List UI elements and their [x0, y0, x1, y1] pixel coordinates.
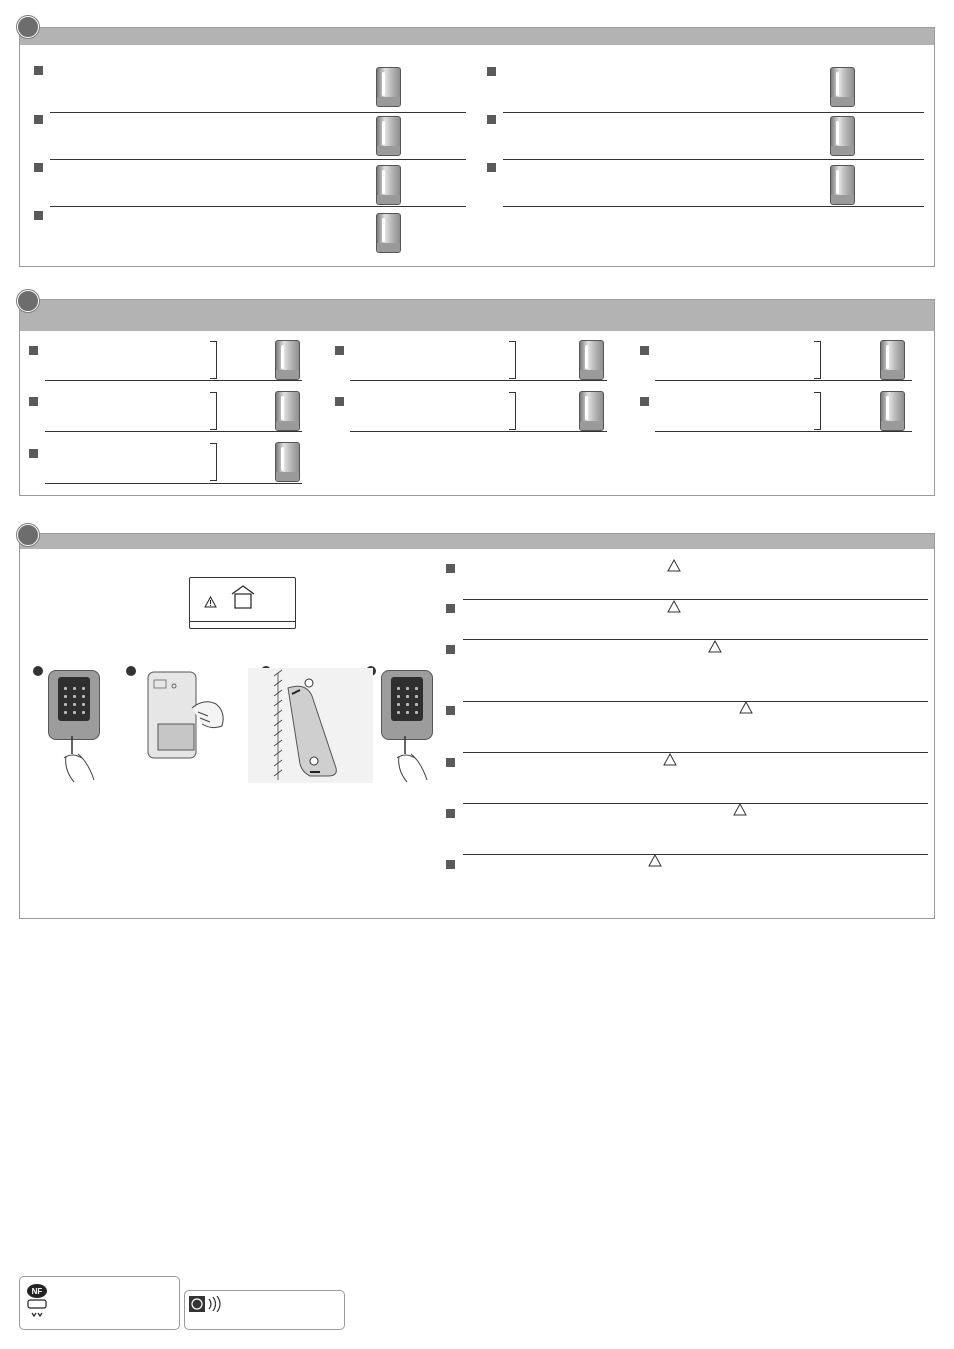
bracket [509, 392, 516, 430]
section-1-header [20, 28, 934, 45]
bullet-marker [34, 211, 43, 220]
keypad-key-icon [60, 736, 100, 784]
detector-device-icon [880, 340, 905, 380]
radio-certification-box [184, 1290, 345, 1330]
bullet-marker [487, 163, 496, 172]
bracket [210, 392, 217, 430]
section-2-number-badge [17, 290, 39, 312]
keypad-button [64, 711, 67, 714]
keypad-button [82, 703, 85, 706]
section-3-header [20, 534, 934, 549]
detector-device-icon [376, 213, 401, 253]
keypad-button [82, 695, 85, 698]
detector-device-icon [579, 391, 604, 431]
nf-logo-text: NF [31, 1287, 43, 1296]
keypad-button [415, 703, 418, 706]
divider [50, 206, 466, 207]
bullet-marker [640, 397, 649, 406]
product-label-diagram [189, 577, 296, 629]
certification-badge-icon [189, 1296, 223, 1312]
section-3-number-badge [17, 524, 39, 546]
detector-device-icon [376, 116, 401, 156]
detector-device-icon [275, 340, 300, 380]
divider [350, 431, 607, 432]
keypad-button [406, 703, 409, 706]
keypad-key-icon [393, 736, 433, 784]
bullet-marker [487, 115, 496, 124]
keypad-face [58, 677, 90, 721]
divider [655, 380, 912, 381]
keypad-button [406, 711, 409, 714]
warning-triangle-icon [739, 701, 753, 714]
warning-triangle-icon [708, 640, 722, 653]
detector-device-icon [880, 391, 905, 431]
divider [45, 483, 302, 484]
bracket [509, 341, 516, 379]
detector-device-icon [376, 165, 401, 205]
back-plate-icon [138, 668, 238, 763]
divider [503, 112, 924, 113]
keypad-button [64, 687, 67, 690]
divider [463, 639, 928, 640]
detector-device-icon [830, 67, 855, 107]
keypad-button [415, 711, 418, 714]
section-2 [19, 299, 935, 496]
bracket [814, 341, 821, 379]
detector-device-icon [830, 165, 855, 205]
keypad-button [397, 695, 400, 698]
bullet-marker [446, 809, 455, 818]
warning-triangle-icon [667, 559, 681, 572]
bullet-marker [34, 66, 43, 75]
bullet-marker [34, 115, 43, 124]
keypad-face [391, 677, 423, 721]
bracket [814, 392, 821, 430]
house-icon [230, 584, 256, 610]
divider [503, 159, 924, 160]
divider [503, 206, 924, 207]
bracket [210, 341, 217, 379]
keypad-button [415, 687, 418, 690]
keypad-button [406, 695, 409, 698]
divider [463, 803, 928, 804]
label-divider [190, 621, 295, 622]
divider [463, 752, 928, 753]
keypad-illustration-1 [48, 670, 100, 740]
section-2-header [20, 300, 934, 331]
keypad-button [73, 695, 76, 698]
bullet-marker [29, 346, 38, 355]
keypad-button [415, 695, 418, 698]
bullet-marker [29, 397, 38, 406]
bullet-marker [34, 163, 43, 172]
bullet-marker [335, 397, 344, 406]
divider [655, 431, 912, 432]
section-1 [19, 27, 935, 267]
wall-mount-icon [248, 668, 373, 783]
warning-triangle-icon [733, 803, 747, 816]
divider [463, 854, 928, 855]
section-1-number-badge [17, 16, 39, 38]
keypad-button [397, 703, 400, 706]
keypad-button [397, 711, 400, 714]
detector-device-icon [579, 340, 604, 380]
warning-triangle-icon [667, 600, 681, 613]
keypad-button [64, 695, 67, 698]
detector-device-icon [376, 67, 401, 107]
bullet-marker [446, 758, 455, 767]
detector-device-icon [275, 442, 300, 482]
keypad-button [406, 687, 409, 690]
bullet-marker [640, 346, 649, 355]
bullet-marker [446, 645, 455, 654]
step-dot-2 [126, 666, 136, 676]
bullet-marker [446, 860, 455, 869]
detector-device-icon [275, 391, 300, 431]
nf-certification-box [19, 1276, 180, 1330]
divider [463, 701, 928, 702]
bullet-marker [335, 346, 344, 355]
bullet-marker [487, 67, 496, 76]
divider [45, 380, 302, 381]
keypad-button [64, 703, 67, 706]
warning-icon [204, 596, 217, 608]
keypad-button [397, 687, 400, 690]
bullet-marker [29, 449, 38, 458]
bracket [210, 443, 217, 481]
bullet-marker [446, 564, 455, 573]
keypad-button [73, 711, 76, 714]
warning-triangle-icon [663, 753, 677, 766]
warning-triangle-icon [648, 854, 662, 867]
nf-logo [25, 1283, 49, 1319]
divider [50, 159, 466, 160]
keypad-button [73, 687, 76, 690]
bullet-marker [446, 604, 455, 613]
step-dot-1 [33, 666, 43, 676]
detector-device-icon [830, 116, 855, 156]
divider [50, 112, 466, 113]
keypad-button [82, 687, 85, 690]
divider [45, 431, 302, 432]
bullet-marker [446, 706, 455, 715]
keypad-button [82, 711, 85, 714]
divider [350, 380, 607, 381]
keypad-illustration-2 [381, 670, 433, 740]
keypad-button [73, 703, 76, 706]
divider [463, 599, 928, 600]
